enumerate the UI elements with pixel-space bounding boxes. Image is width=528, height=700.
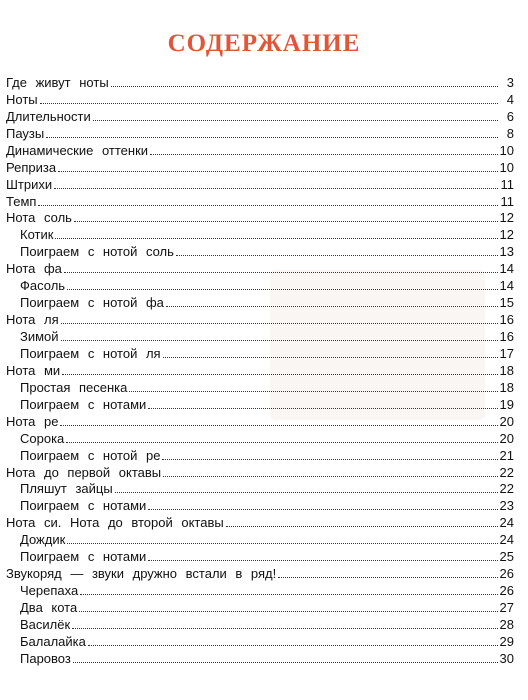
toc-subentry — [6, 378, 514, 395]
dot-leader — [93, 120, 498, 121]
toc-subentry — [6, 615, 514, 632]
toc-page-number: 11 — [500, 193, 514, 209]
dot-leader — [55, 238, 497, 239]
toc-entry-title: Поиграем с нотой ре — [20, 447, 161, 463]
dot-leader — [61, 340, 498, 341]
toc-page-number: 13 — [499, 244, 514, 260]
toc-entry-title: Котик — [20, 227, 54, 243]
toc-page-number: 16 — [499, 312, 514, 328]
page-title: СОДЕРЖАНИЕ — [167, 30, 361, 57]
toc-entry-title: Пляшут зайцы — [20, 481, 113, 497]
toc-subentry — [6, 276, 514, 293]
dot-leader — [226, 526, 498, 527]
toc-page-number: 26 — [499, 566, 514, 582]
toc-entry-title: Поиграем с нотами — [20, 549, 147, 565]
toc-entry-title: Нота ля — [6, 312, 59, 328]
toc-entry-title: Нота ре — [6, 413, 59, 429]
dot-leader — [66, 442, 497, 443]
dot-leader — [54, 188, 498, 189]
toc-entry — [6, 564, 514, 581]
toc-entry-title: Фасоль — [20, 278, 66, 294]
toc-entry — [6, 73, 514, 90]
dot-leader — [58, 171, 497, 172]
toc-entry-title: Василёк — [20, 616, 71, 632]
toc-entry-title: Поиграем с нотой соль — [20, 244, 174, 260]
toc-entry-title: Два кота — [20, 600, 78, 615]
toc-page-number: 29 — [499, 633, 514, 649]
dot-leader — [79, 611, 497, 612]
toc-subentry — [6, 581, 514, 598]
toc-entry-title: Ноты — [6, 91, 38, 107]
dot-leader — [62, 374, 497, 375]
toc-entry-title: Паузы — [6, 125, 45, 141]
toc-subentry — [6, 242, 514, 259]
toc-page-number: 12 — [499, 227, 514, 243]
toc-page-number: 20 — [499, 413, 514, 429]
toc-page-number: 22 — [499, 481, 514, 497]
toc-page-number: 26 — [499, 583, 514, 599]
dot-leader — [46, 137, 498, 138]
toc-entry — [6, 90, 514, 107]
dot-leader — [115, 492, 498, 493]
dot-leader — [38, 205, 498, 206]
toc-subentry — [6, 547, 514, 564]
toc-page-number: 21 — [499, 447, 514, 463]
dot-leader — [61, 323, 498, 324]
toc-page-number: 18 — [499, 362, 514, 378]
toc-entry — [6, 513, 514, 530]
toc-entry — [6, 107, 514, 124]
toc-entry-title: Поиграем с нотами — [20, 498, 147, 514]
toc-page-number: 3 — [506, 74, 514, 90]
toc-entry-title: Штрихи — [6, 176, 53, 192]
dot-leader — [148, 560, 497, 561]
toc-entry-title: Звукоряд — звуки дружно встали в ряд! — [6, 566, 277, 582]
toc-entry-title: Реприза — [6, 159, 57, 175]
toc-entry-title: Поиграем с нотами — [20, 396, 147, 412]
toc-page-number: 24 — [499, 515, 514, 531]
dot-leader — [64, 272, 498, 273]
toc-subentry — [6, 496, 514, 513]
toc-subentry — [6, 225, 514, 242]
dot-leader — [67, 543, 497, 544]
toc-entry-title: Длительности — [6, 108, 91, 124]
dot-leader — [176, 255, 498, 256]
toc-page-number: 20 — [499, 430, 514, 446]
dot-leader — [72, 628, 497, 629]
toc-entry — [6, 192, 514, 209]
toc-page-number: 17 — [499, 345, 514, 361]
toc-entry-title: Нота си. Нота до второй октавы — [6, 515, 224, 531]
toc-subentry — [6, 649, 514, 666]
toc-subentry — [6, 327, 514, 344]
toc-list — [6, 73, 514, 666]
toc-entry — [6, 158, 514, 175]
dot-leader — [150, 154, 497, 155]
toc-page-number: 23 — [499, 498, 514, 514]
toc-entry-title: Нота ми — [6, 362, 61, 378]
dot-leader — [111, 86, 498, 87]
toc-subentry — [6, 395, 514, 412]
toc-page-number: 12 — [499, 210, 514, 226]
toc-page-number: 10 — [499, 142, 514, 158]
toc-page-number: 14 — [499, 278, 514, 294]
dot-leader — [60, 425, 497, 426]
toc-entry — [6, 175, 514, 192]
dot-leader — [129, 391, 497, 392]
toc-page-number: 16 — [499, 329, 514, 344]
toc-entry-title: Балалайка — [20, 633, 86, 649]
toc-entry — [6, 124, 514, 141]
toc-entry-title: Паровоз — [20, 650, 71, 666]
dot-leader — [73, 662, 498, 663]
dot-leader — [148, 509, 497, 510]
toc-page-number: 22 — [499, 464, 514, 480]
toc-entry — [6, 361, 514, 378]
toc-entry — [6, 412, 514, 429]
toc-page-number: 15 — [499, 295, 514, 311]
toc-page-number: 24 — [499, 532, 514, 548]
toc-page-number: 28 — [499, 616, 514, 632]
dot-leader — [166, 306, 498, 307]
toc-entry-title: Дождик — [20, 532, 66, 548]
toc-page-number: 19 — [499, 396, 514, 412]
toc-subentry — [6, 480, 514, 497]
dot-leader — [163, 476, 497, 477]
dot-leader — [163, 357, 498, 358]
toc-subentry — [6, 530, 514, 547]
toc-subentry — [6, 598, 514, 615]
toc-subentry — [6, 344, 514, 361]
toc-page-number: 11 — [500, 176, 514, 192]
toc-entry-title: Темп — [6, 193, 37, 209]
dot-leader — [67, 289, 497, 290]
dot-leader — [40, 103, 498, 104]
dot-leader — [88, 645, 498, 646]
toc-page-number: 4 — [506, 91, 514, 107]
toc-page-number: 25 — [499, 549, 514, 565]
toc-entry — [6, 141, 514, 158]
toc-entry-title: Нота фа — [6, 261, 62, 277]
toc-entry — [6, 310, 514, 327]
toc-entry-title: Зимой — [20, 329, 59, 344]
toc-page-number: 6 — [506, 108, 514, 124]
toc-page-number: 8 — [506, 125, 514, 141]
toc-subentry — [6, 293, 514, 310]
toc-entry-title: Поиграем с нотой ля — [20, 345, 161, 361]
toc-page-number: 18 — [499, 379, 514, 395]
toc-entry — [6, 209, 514, 226]
dot-leader — [80, 594, 497, 595]
toc-entry-title: Черепаха — [20, 583, 79, 599]
toc-entry — [6, 259, 514, 276]
toc-entry-title: Где живут ноты — [6, 74, 109, 90]
toc-entry-title: Динамические оттенки — [6, 142, 149, 158]
toc-entry-title: Нота соль — [6, 210, 72, 226]
toc-page-number: 10 — [499, 159, 514, 175]
dot-leader — [148, 408, 497, 409]
dot-leader — [278, 577, 497, 578]
toc-entry-title: Нота до первой октавы — [6, 464, 162, 480]
toc-subentry — [6, 632, 514, 649]
toc-subentry — [6, 429, 514, 446]
toc-entry-title: Простая песенка — [20, 379, 128, 395]
toc-entry-title: Сорока — [20, 430, 65, 446]
dot-leader — [74, 221, 498, 222]
toc-page-number: 27 — [499, 600, 514, 615]
toc-subentry — [6, 446, 514, 463]
toc-entry-title: Поиграем с нотой фа — [20, 295, 164, 311]
toc-entry — [6, 463, 514, 480]
dot-leader — [162, 459, 497, 460]
toc-page-number: 30 — [499, 650, 514, 666]
toc-page-number: 14 — [499, 261, 514, 277]
